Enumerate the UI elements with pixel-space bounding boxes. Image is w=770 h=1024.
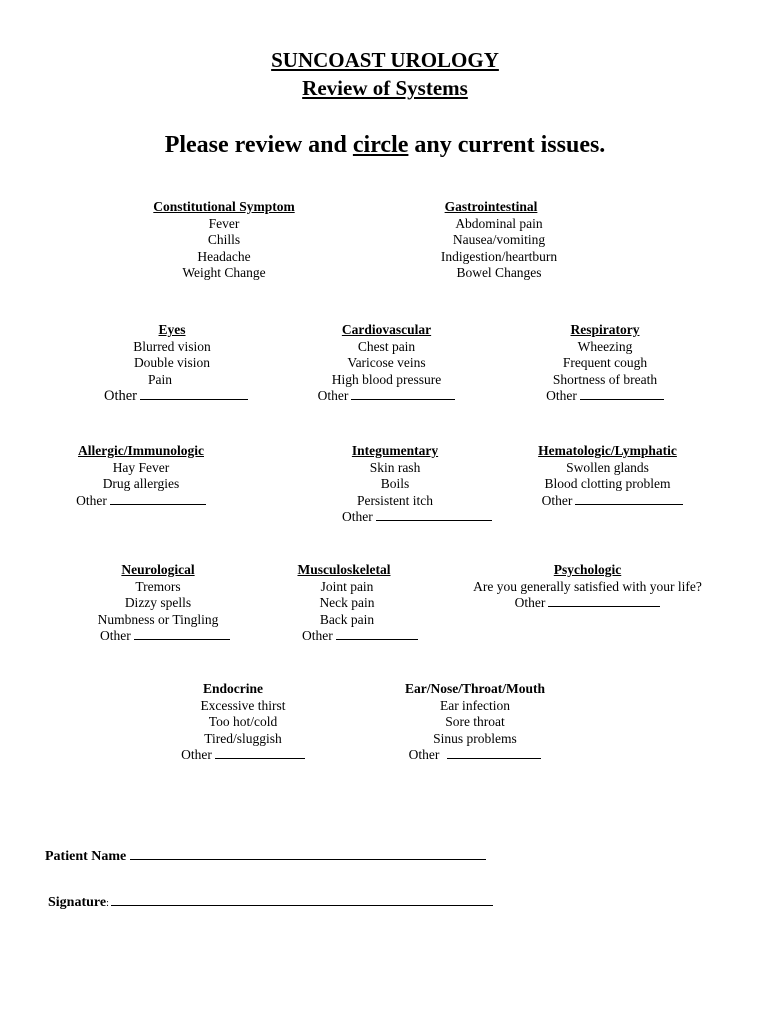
other-label: Other [408,747,440,762]
section-musculoskeletal [282,562,412,645]
list-item[interactable]: Varicose veins [347,355,426,370]
list-item[interactable]: Blurred vision [133,338,211,354]
list-item[interactable]: Hay Fever [112,459,170,475]
section-allergic [56,443,226,509]
list-item[interactable]: Abdominal pain [455,215,543,231]
other-blank[interactable] [575,493,683,505]
section-cardiovascular [304,322,469,405]
other-field[interactable] [56,493,226,510]
other-blank[interactable] [580,388,664,400]
section-title: Gastrointestinal [444,199,538,214]
section-title: Musculoskeletal [297,562,391,577]
section-constitutional [124,199,324,282]
other-field[interactable] [530,388,680,405]
other-blank[interactable] [376,509,492,521]
section-title: Psychologic [553,562,622,577]
list-item[interactable]: Shortness of breath [552,371,658,387]
other-blank[interactable] [140,388,248,400]
list-item[interactable]: Dizzy spells [124,595,192,610]
form-title: Review of Systems [302,76,468,100]
list-item[interactable]: Chills [207,232,241,247]
instruction-after: any current issues. [408,132,606,158]
section-eyes [92,322,252,405]
list-item[interactable]: Are you generally satisfied with your life? [473,578,702,594]
list-item[interactable]: Excessive thirst [200,697,286,713]
list-item[interactable]: Too hot/cold [208,714,278,729]
patient-name-field[interactable] [45,847,486,865]
list-item[interactable]: Weight Change [182,265,266,280]
other-label: Other [100,628,131,643]
list-item[interactable]: Back pain [319,611,375,627]
list-item[interactable]: Skin rash [369,459,421,475]
section-title: Eyes [158,322,186,337]
practice-name: SUNCOAST UROLOGY [271,48,499,72]
other-label: Other [302,628,333,643]
other-label: Other [546,388,577,403]
list-item[interactable]: Joint pain [320,578,374,594]
other-label: Other [541,492,573,508]
other-blank[interactable] [351,388,455,400]
list-item[interactable]: Tremors [135,578,181,594]
other-field[interactable] [342,509,470,526]
list-item[interactable]: Double vision [133,355,211,370]
other-blank[interactable] [134,628,230,640]
other-label: Other [342,509,373,524]
list-item[interactable]: Wheezing [577,338,633,354]
section-title: Cardiovascular [341,322,432,337]
list-item[interactable]: Blood clotting problem [544,476,671,491]
instruction-before: Please review and [164,132,353,158]
section-title: Neurological [121,562,195,577]
signature-field[interactable] [48,893,493,911]
section-title: Constitutional Symptom [153,199,295,214]
other-label: Other [76,492,107,508]
other-label: Other [317,388,349,403]
section-psychologic [465,562,710,612]
other-blank[interactable] [548,595,660,607]
section-hematologic [515,443,700,509]
section-title: Respiratory [570,322,640,337]
other-blank[interactable] [110,493,206,505]
signature-colon: : [106,898,109,909]
list-item[interactable]: Indigestion/heartburn [440,248,558,264]
section-gastrointestinal [414,199,584,282]
patient-name-blank[interactable] [130,847,486,860]
list-item[interactable]: Boils [380,476,410,491]
other-label: Other [181,747,212,762]
section-ent [385,681,565,764]
other-field[interactable] [100,628,228,645]
other-field[interactable] [100,388,252,405]
list-item[interactable]: Ear infection [439,697,511,713]
instruction-text [0,132,770,159]
signature-blank[interactable] [111,893,493,906]
section-respiratory [530,322,680,405]
other-label: Other [514,595,546,610]
section-integumentary [320,443,470,526]
list-item[interactable]: Persistent itch [356,492,434,508]
list-item[interactable]: Tired/sluggish [204,730,282,746]
other-label: Other [103,388,137,404]
list-item[interactable]: Numbness or Tingling [97,611,219,627]
section-title: Allergic/Immunologic [78,443,204,458]
section-neurological [88,562,228,645]
list-item[interactable]: Frequent cough [562,355,648,370]
list-item[interactable]: Fever [208,215,240,231]
other-blank[interactable] [447,747,541,759]
section-title: Hematologic/Lymphatic [538,443,677,458]
list-item[interactable]: Chest pain [357,338,416,354]
section-title: Ear/Nose/Throat/Mouth [404,681,545,696]
other-field[interactable] [302,628,412,645]
other-field[interactable] [304,388,469,405]
section-title: Integumentary [351,443,439,458]
section-endocrine [173,681,313,764]
patient-name-label: Patient Name [45,849,127,864]
other-field[interactable] [525,493,700,510]
list-item[interactable]: Pain [147,371,172,387]
list-item[interactable]: Neck pain [319,595,375,610]
list-item[interactable]: Sore throat [445,714,505,729]
list-item[interactable]: Bowel Changes [456,265,542,280]
other-field[interactable] [173,747,313,764]
other-field[interactable] [465,595,710,612]
other-blank[interactable] [336,628,418,640]
list-item[interactable]: Drug allergies [102,476,180,491]
other-field[interactable] [385,747,565,764]
instruction-emphasis: circle [352,132,409,158]
list-item[interactable]: Headache [197,248,251,264]
list-item[interactable]: Sinus problems [433,730,517,746]
list-item[interactable]: Swollen glands [566,459,649,475]
list-item[interactable]: High blood pressure [331,371,442,387]
section-title: Endocrine [202,681,263,696]
signature-label: Signature [48,895,107,910]
other-blank[interactable] [215,747,305,759]
list-item[interactable]: Nausea/vomiting [452,232,546,247]
